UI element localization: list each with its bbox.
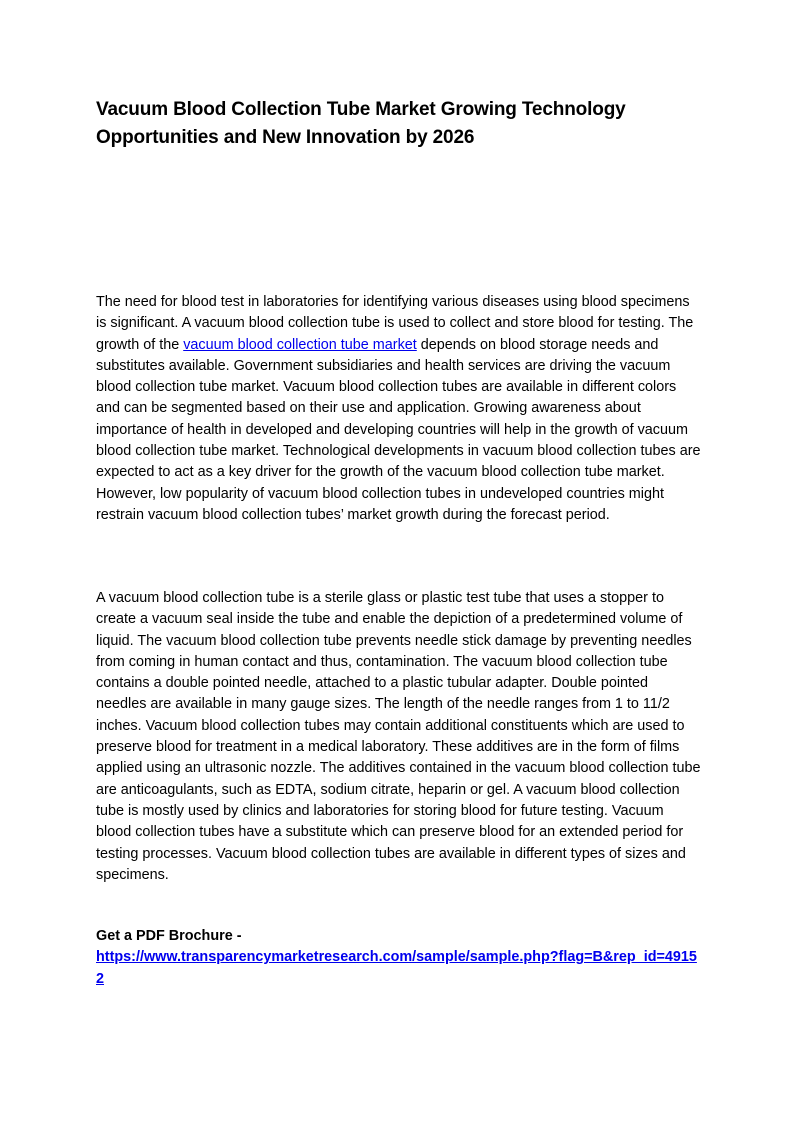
market-report-link[interactable]: vacuum blood collection tube market — [183, 336, 417, 353]
page-title: Vacuum Blood Collection Tube Market Growing Technology Opportunities and New Innovation by 2026 — [96, 99, 626, 148]
intro-text-after-link: depends on blood storage needs and substitutes available. Government subsidiaries and health services are driving the vacuum blood collection tube market. Vacuum blood collection tubes are available in different colors and can be segmented based on their use and application. Growing awareness about importance of health in developed and developing countries will help in the growth of vacuum blood collection tube market. Technological developments in vacuum blood collection tubes are expected to act as a key driver for the growth of the vacuum blood collection tube market. However, low popularity of vacuum blood collection tubes in undeveloped countries might restrain vacuum blood collection tubes’ market growth during the forecast period. — [96, 336, 701, 523]
brochure-link[interactable]: https://www.transparencymarketresearch.com/sample/sample.php?flag=B&rep_id=49152 — [96, 949, 697, 987]
description-paragraph: A vacuum blood collection tube is a sterile glass or plastic test tube that uses a stopper to create a vacuum seal inside the tube and enable the depiction of a predetermined volume of liquid. The vacuum blood collection tube prevents needle stick damage by preventing needles from coming in human contact and thus, contamination. The vacuum blood collection tube contains a double pointed needle, attached to a plastic tubular adapter. Double pointed needles are available in many gauge sizes. The length of the needle ranges from 1 to 11/2 inches. Vacuum blood collection tubes may contain additional constituents which are used to preserve blood for treatment in a medical laboratory. These additives are in the form of films applied using an ultrasonic nozzle. The additives contained in the vacuum blood collection tube are anticoagulants, such as EDTA, sodium citrate, heparin or gel. A vacuum blood collection tube is mostly used by clinics and laboratories for storing blood for future testing. Vacuum blood collection tubes have a substitute which can preserve blood for an extended period for testing processes. Vacuum blood collection tubes are available in different types of sizes and specimens. — [96, 590, 701, 883]
intro-paragraph — [96, 292, 702, 526]
document-page — [96, 96, 702, 987]
brochure-label: Get a PDF Brochure - — [96, 928, 242, 944]
brochure-section — [96, 926, 702, 990]
intro-text-before-link: The need for blood test in laboratories for identifying various diseases using blood specimens is significant. A vacuum blood collection tube is used to collect and store blood for testing. The growth of the — [96, 294, 694, 353]
